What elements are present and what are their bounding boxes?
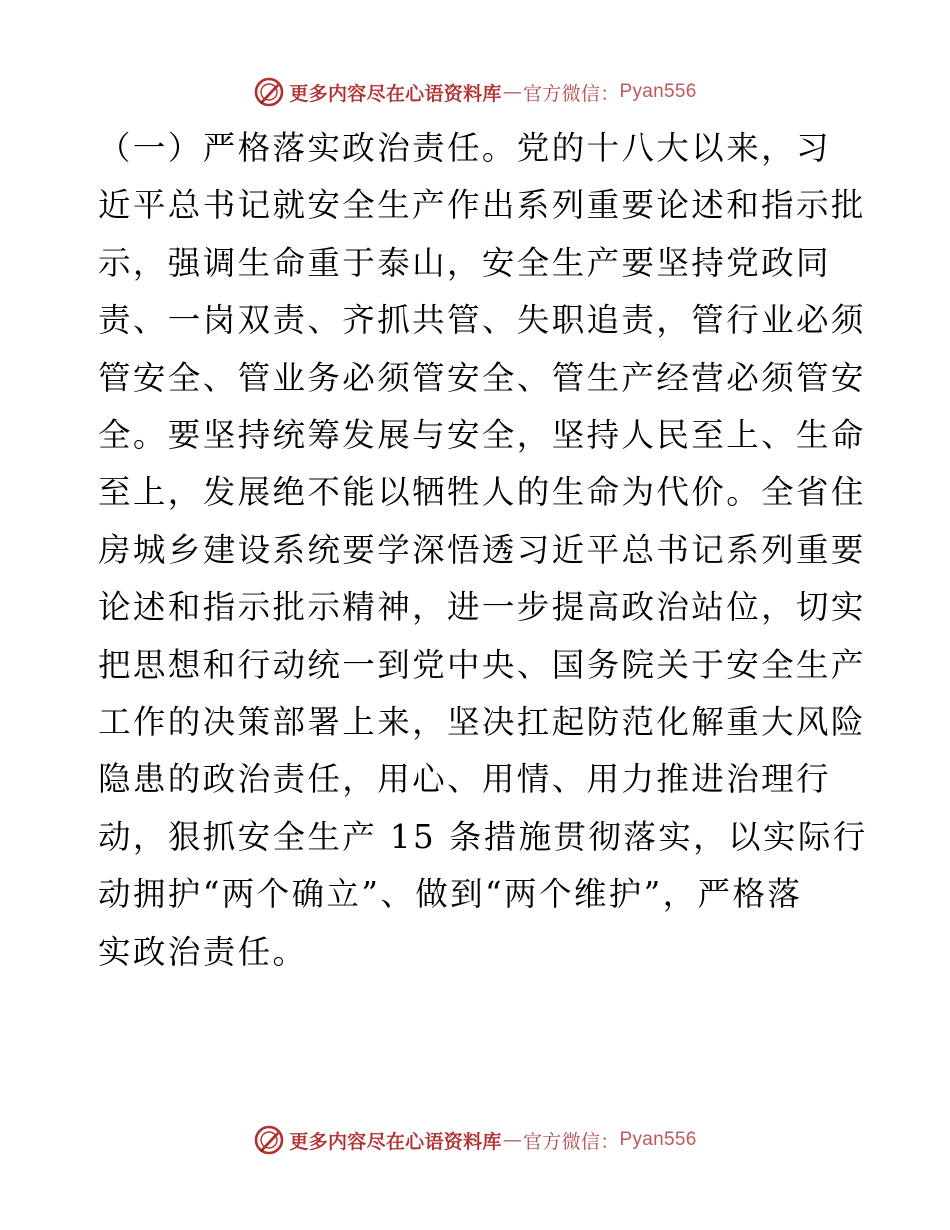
watermark-wechat-id: Pyan556 [619, 81, 697, 102]
text-line: 动拥护“两个确立”、做到“两个维护”，严格落 [98, 875, 803, 914]
text-line: 把思想和行动统一到党中央、国务院关于安全生产 [98, 645, 866, 684]
text-line: 责、一岗双责、齐抓共管、失职追责，管行业必须 [98, 301, 866, 340]
text-line: 实政治责任。 [98, 932, 308, 971]
text-line: 至上，发展绝不能以牺牲人的生命为代价。全省住 [98, 473, 866, 512]
text-line: 房城乡建设系统要学深悟透习近平总书记系列重要 [98, 530, 866, 569]
text-line: 示，强调生命重于泰山，安全生产要坚持党政同 [98, 243, 831, 282]
text-line: 全。要坚持统筹发展与安全，坚持人民至上、生命 [98, 416, 866, 455]
watermark-separator: — [502, 1129, 522, 1151]
watermark-wechat-id: Pyan556 [619, 1129, 697, 1150]
document-body [98, 120, 868, 981]
text-line: 论述和指示批示精神，进一步提高政治站位，切实 [98, 588, 866, 627]
header-watermark [0, 70, 950, 114]
watermark-separator: — [502, 81, 522, 103]
watermark-main-text: 更多内容尽在心语资料库 [289, 1130, 502, 1153]
text-line: （一）严格落实政治责任。党的十八大以来，习 [98, 129, 831, 167]
text-line: 工作的决策部署上来，坚决扛起防范化解重大风险 [98, 703, 866, 742]
paragraph [98, 120, 868, 981]
text-line: 动，狠抓安全生产 15 条措施贯彻落实，以实际行 [98, 817, 868, 856]
text-line: 隐患的政治责任，用心、用情、用力推进治理行 [98, 760, 831, 799]
watermark-main-text: 更多内容尽在心语资料库 [289, 82, 502, 105]
pen-circle-logo-icon [253, 76, 285, 108]
watermark-wechat-label: 官方微信： [523, 1130, 620, 1153]
watermark-wechat-label: 官方微信： [523, 82, 620, 105]
footer-watermark [0, 1118, 950, 1162]
pen-circle-logo-icon [253, 1124, 285, 1156]
text-line: 管安全、管业务必须管安全、管生产经营必须管安 [98, 358, 866, 397]
text-line: 近平总书记就安全生产作出系列重要论述和指示批 [98, 186, 866, 225]
